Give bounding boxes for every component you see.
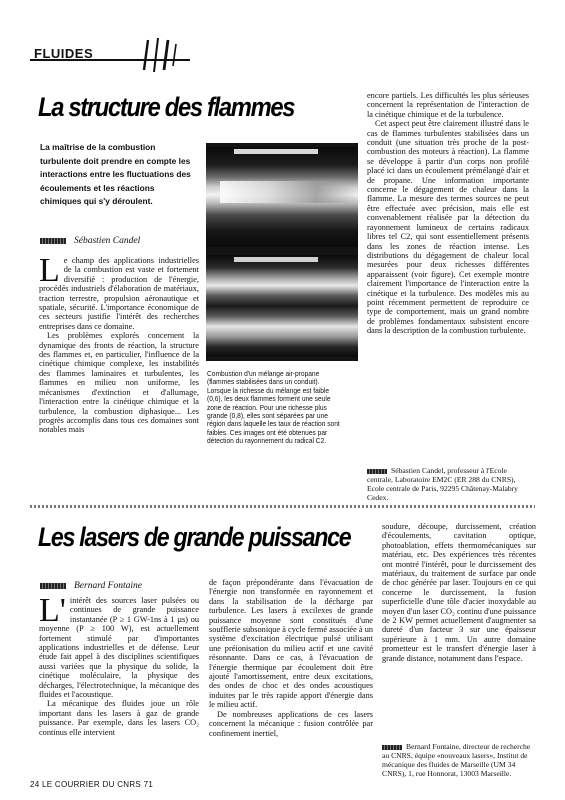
section-divider: [30, 505, 535, 508]
flame-figure: [206, 143, 358, 361]
paragraph: La mécanique des fluides joue un rôle important dans les lasers à gaz de grande puissance. Par exemple, dans les lasers CO₂ continus elle intervient: [39, 699, 199, 737]
note-mark: [367, 469, 387, 474]
drop-cap: L: [39, 252, 60, 289]
byline: [40, 581, 142, 591]
article-column: [367, 91, 529, 459]
paragraph: encore partiels. Les difficultés les plus sérieuses concernent la représentation de l'interaction de la cinétique chimique et de la turbulence.: [367, 91, 529, 119]
flame-image-top-bar: [234, 149, 318, 154]
paragraph: de façon prépondérante dans l'évacuation de l'énergie non transformée en rayonnement et dans la stabilisation de la décharge par turbulence. Les lasers à excilexes de grande puissance moyenne sont constitués d'une soufflerie subsonique à cycle fermé associée à un système d'excitation électrique pulsé utilisant une préionisation du milieu actif et une cavité résonnante. Dans ce cas, à l'évacuation de l'énergie thermique par écoulement doit être ajouté l'amortissement, entre deux excitations, des ondes de choc et des ondes acoustiques induites par le très rapide apport d'énergie dans le milieu actif.: [209, 578, 373, 710]
paragraph: Cet aspect peut être clairement illustré dans le cas de flammes turbulentes stabilisées dans un conduit (une situation très proche de la post-combustion des moteurs à réaction). La flamme se développe à partir d'un corps non profilé placé ici dans un écoulement prémélangé d'air et de propane. Une information importante concerne le dégagement de chaleur dans la flamme. La mesure des termes sources ne peut être effectuée avec précision, mais elle est convenablement réalisée par la détection du rayonnement lumineux de certains radicaux libres tel C2, qui sont essentiellement présents dans les zones de réaction intense. Les distributions du dégagement de chaleur local mesurées pour deux richesses différentes apparaissent (voir figure). Cet exemple montre clairement l'importance de l'interaction entre la cinétique et la turbulence. Des modèles mis au point récemment permettent de reproduire ce type de comportement, mais un grand nombre de problèmes fondamentaux subsistent encore dans la description de la combustion turbulente.: [367, 119, 529, 336]
paragraph: Les problèmes explorés concernent la dynamique des fronts de réaction, la structure des flammes et, en particulier, l'influence de la cinétique chimique complexe, les instabilités des flammes laminaires et turbulentes, les flammes en milieu non uniforme, les mécanismes d'extinction et d'allumage, l'interaction entre la cinétique chimique et la turbulence, la combustion diphasique... Les progrès accomplis dans tous ces domaines sont notables mais: [39, 331, 199, 435]
paragraph: Le champ des applications industrielles de la combustion est vaste et fortement diversifié : production de l'énergie, procédés industriels d'élaboration de matériaux, traction terrestre, propulsion aéronautique et spatiale, sécurité. L'importance économique de ces secteurs justifie l'intérêt des recherches entreprises dans ce domaine.: [39, 252, 199, 331]
article-title: Les lasers de grande puissance: [38, 522, 351, 552]
page-folio: 24 LE COURRIER DU CNRS 71: [30, 780, 154, 789]
flame-image-bottom-bar: [234, 257, 318, 262]
section-rubric: [30, 30, 190, 75]
article-column: [39, 252, 199, 476]
paragraph: L' intérêt des sources laser pulsées ou continues de grande puissance instantanée (P ≥ 1 GW-1ns à 1 µs) ou moyenne (P ≥ 100 W), est actuellement fortement stimulé par d'importantes applications industrielles et de défense. Leur étude fait appel à des disciplines scientifiques aussi variées que la physique du solide, la cinétique moléculaire, la physique des décharges, l'électrotechnique, la mécanique des fluides et l'acoustique.: [39, 592, 199, 700]
author-note: Bernard Fontaine, directeur de recherche au CNRS, équipe «nouveaux lasers», Institut de mécanique des fluides de Marseille (UM 34 CNRS), 1, rue Honnorat, 13003 Marseille.: [382, 742, 531, 778]
figure-caption: Combustion d'un mélange air-propane (flammes stabilisées dans un conduit). Lorsque la richesse du mélange est faible (0,6), les deux flammes forment une seule zone de réaction. Pour une richesse plus grande (0,8), elles sont séparées par une région dans laquelle les taux de réaction sont faibles. Ces images ont été obtenues par détection du rayonnement du radical C2.: [207, 369, 340, 446]
article-lead: La maîtrise de la combustion turbulente doit prendre en compte les interactions entre les fluctuations des écoulements et les réactions chimiques qui s'y déroulent.: [40, 142, 191, 207]
article-title: La structure des flammes: [38, 92, 295, 122]
rubric-ornament: [142, 38, 182, 72]
note-mark: [382, 745, 402, 750]
article-column: [209, 578, 373, 774]
author-name: Bernard Fontaine: [74, 581, 142, 591]
author-name: Sébastien Candel: [74, 236, 141, 246]
flame-image-top-core: [220, 181, 358, 203]
author-note: Sébastien Candel, professeur à l'Ecole centrale, Laboratoire EM2C (ER 288 du CNRS), Ecole centrale de Paris, 92295 Châtenay-Malabry Cedex.: [367, 466, 518, 502]
paragraph: soudure, découpe, durcissement, création d'écoulements, cavitation optique, photoablation, effets thermomécaniques sur matériau, etc. Des expériences très récentes ont montré l'intérêt, pour le durcissement des matériaux, du traitement de surface par onde de choc générée par laser. Toujours en ce qui concerne le durcissement, la fusion superficielle d'une tôle d'acier inoxydable au moyen d'un laser CO₂ continu d'une puissance de 2 KW permet actuellement d'augmenter sa dureté d'un facteur 3 sur une épaisseur supérieure à 1 mm. Un autre domaine prometteur est le transfert d'énergie laser à grande distance, notamment dans l'espace.: [382, 522, 536, 663]
drop-cap: L': [39, 592, 66, 629]
byline: [40, 236, 140, 246]
article-column: [39, 592, 199, 774]
byline-mark: [40, 583, 66, 589]
paragraph: De nombreuses applications de ces lasers concernent la mécanique : fusion contrôlée par confinement inertiel,: [209, 709, 373, 738]
article-column: [382, 522, 536, 740]
flame-image-bottom: [206, 255, 358, 357]
byline-mark: [40, 238, 66, 244]
rubric-label: FLUIDES: [34, 46, 94, 61]
